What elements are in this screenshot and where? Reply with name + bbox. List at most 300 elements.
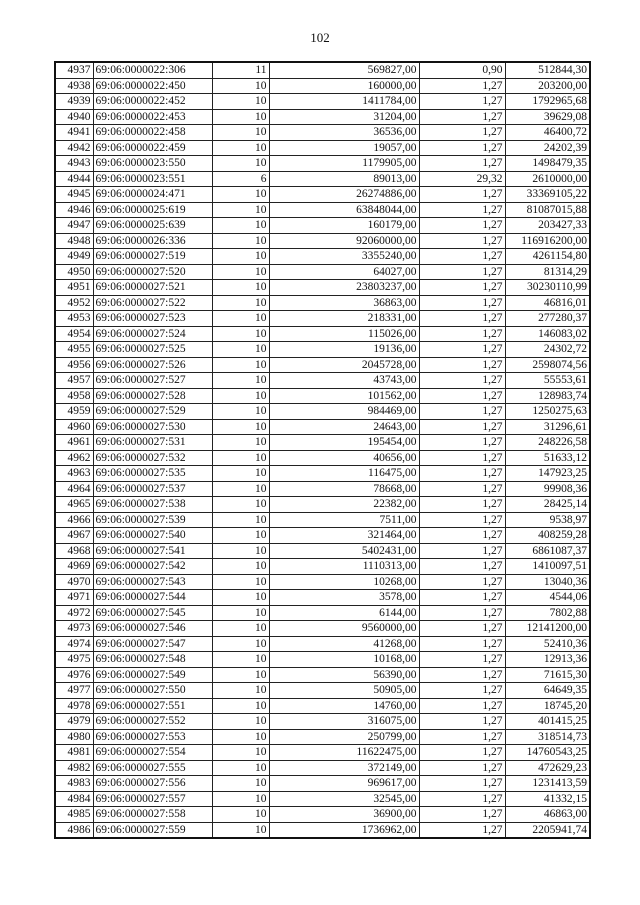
total-cell: 24202,39 <box>505 140 590 156</box>
table-row <box>55 264 590 280</box>
cadastral-number-cell: 69:06:0000027:543 <box>93 574 212 590</box>
total-cell: 1410097,51 <box>505 559 590 575</box>
value-cell: 321464,00 <box>269 528 419 544</box>
total-cell: 28425,14 <box>505 497 590 513</box>
cadastral-number-cell: 69:06:0000027:548 <box>93 652 212 668</box>
row-number-cell: 4949 <box>55 249 93 265</box>
value-cell: 3578,00 <box>269 590 419 606</box>
category-cell: 10 <box>212 78 269 94</box>
value-cell: 63848044,00 <box>269 202 419 218</box>
value-cell: 1179905,00 <box>269 156 419 172</box>
total-cell: 46816,01 <box>505 295 590 311</box>
coefficient-cell: 1,27 <box>419 497 505 513</box>
category-cell: 10 <box>212 497 269 513</box>
value-cell: 6144,00 <box>269 605 419 621</box>
cadastral-number-cell: 69:06:0000027:554 <box>93 745 212 761</box>
category-cell: 10 <box>212 652 269 668</box>
coefficient-cell: 1,27 <box>419 342 505 358</box>
coefficient-cell: 1,27 <box>419 574 505 590</box>
value-cell: 984469,00 <box>269 404 419 420</box>
cadastral-number-cell: 69:06:0000027:539 <box>93 512 212 528</box>
cadastral-number-cell: 69:06:0000024:471 <box>93 187 212 203</box>
coefficient-cell: 1,27 <box>419 109 505 125</box>
table-row <box>55 466 590 482</box>
value-cell: 89013,00 <box>269 171 419 187</box>
cadastral-number-cell: 69:06:0000027:522 <box>93 295 212 311</box>
row-number-cell: 4951 <box>55 280 93 296</box>
coefficient-cell: 1,27 <box>419 621 505 637</box>
value-cell: 19136,00 <box>269 342 419 358</box>
category-cell: 10 <box>212 760 269 776</box>
category-cell: 10 <box>212 683 269 699</box>
total-cell: 13040,36 <box>505 574 590 590</box>
table-row <box>55 125 590 141</box>
value-cell: 116475,00 <box>269 466 419 482</box>
coefficient-cell: 1,27 <box>419 249 505 265</box>
coefficient-cell: 1,27 <box>419 388 505 404</box>
value-cell: 32545,00 <box>269 791 419 807</box>
coefficient-cell: 1,27 <box>419 78 505 94</box>
value-cell: 78668,00 <box>269 481 419 497</box>
category-cell: 10 <box>212 714 269 730</box>
row-number-cell: 4952 <box>55 295 93 311</box>
row-number-cell: 4969 <box>55 559 93 575</box>
coefficient-cell: 29,32 <box>419 171 505 187</box>
cadastral-number-cell: 69:06:0000027:542 <box>93 559 212 575</box>
row-number-cell: 4970 <box>55 574 93 590</box>
total-cell: 128983,74 <box>505 388 590 404</box>
row-number-cell: 4944 <box>55 171 93 187</box>
cadastral-number-cell: 69:06:0000022:452 <box>93 94 212 110</box>
category-cell: 10 <box>212 435 269 451</box>
total-cell: 2610000,00 <box>505 171 590 187</box>
cadastral-number-cell: 69:06:0000027:537 <box>93 481 212 497</box>
category-cell: 10 <box>212 311 269 327</box>
table-row <box>55 497 590 513</box>
value-cell: 23803237,00 <box>269 280 419 296</box>
table-row <box>55 512 590 528</box>
total-cell: 12141200,00 <box>505 621 590 637</box>
value-cell: 5402431,00 <box>269 543 419 559</box>
row-number-cell: 4972 <box>55 605 93 621</box>
coefficient-cell: 1,27 <box>419 512 505 528</box>
row-number-cell: 4957 <box>55 373 93 389</box>
value-cell: 1411784,00 <box>269 94 419 110</box>
table-row <box>55 621 590 637</box>
table-row <box>55 683 590 699</box>
coefficient-cell: 1,27 <box>419 435 505 451</box>
coefficient-cell: 1,27 <box>419 791 505 807</box>
value-cell: 36863,00 <box>269 295 419 311</box>
cadastral-number-cell: 69:06:0000025:619 <box>93 202 212 218</box>
row-number-cell: 4943 <box>55 156 93 172</box>
category-cell: 10 <box>212 729 269 745</box>
row-number-cell: 4986 <box>55 822 93 838</box>
value-cell: 2045728,00 <box>269 357 419 373</box>
cadastral-number-cell: 69:06:0000027:519 <box>93 249 212 265</box>
row-number-cell: 4974 <box>55 636 93 652</box>
total-cell: 7802,88 <box>505 605 590 621</box>
row-number-cell: 4960 <box>55 419 93 435</box>
row-number-cell: 4982 <box>55 760 93 776</box>
category-cell: 10 <box>212 357 269 373</box>
cadastral-number-cell: 69:06:0000027:552 <box>93 714 212 730</box>
row-number-cell: 4965 <box>55 497 93 513</box>
cadastral-number-cell: 69:06:0000027:530 <box>93 419 212 435</box>
total-cell: 512844,30 <box>505 62 590 78</box>
cadastral-number-cell: 69:06:0000027:527 <box>93 373 212 389</box>
row-number-cell: 4942 <box>55 140 93 156</box>
table-row <box>55 388 590 404</box>
value-cell: 43743,00 <box>269 373 419 389</box>
total-cell: 31296,61 <box>505 419 590 435</box>
table-row <box>55 698 590 714</box>
row-number-cell: 4979 <box>55 714 93 730</box>
total-cell: 46400,72 <box>505 125 590 141</box>
cadastral-number-cell: 69:06:0000027:529 <box>93 404 212 420</box>
coefficient-cell: 1,27 <box>419 295 505 311</box>
category-cell: 10 <box>212 605 269 621</box>
cadastral-number-cell: 69:06:0000025:639 <box>93 218 212 234</box>
table-row <box>55 667 590 683</box>
row-number-cell: 4953 <box>55 311 93 327</box>
table-row <box>55 574 590 590</box>
coefficient-cell: 1,27 <box>419 667 505 683</box>
table-row <box>55 528 590 544</box>
category-cell: 10 <box>212 636 269 652</box>
value-cell: 969617,00 <box>269 776 419 792</box>
cadastral-number-cell: 69:06:0000027:549 <box>93 667 212 683</box>
category-cell: 10 <box>212 233 269 249</box>
total-cell: 147923,25 <box>505 466 590 482</box>
table-row <box>55 435 590 451</box>
table-row <box>55 450 590 466</box>
value-cell: 10268,00 <box>269 574 419 590</box>
total-cell: 1231413,59 <box>505 776 590 792</box>
cadastral-number-cell: 69:06:0000027:545 <box>93 605 212 621</box>
value-cell: 160179,00 <box>269 218 419 234</box>
table-row <box>55 140 590 156</box>
row-number-cell: 4962 <box>55 450 93 466</box>
category-cell: 10 <box>212 342 269 358</box>
value-cell: 10168,00 <box>269 652 419 668</box>
table-row <box>55 559 590 575</box>
category-cell: 10 <box>212 295 269 311</box>
row-number-cell: 4975 <box>55 652 93 668</box>
coefficient-cell: 1,27 <box>419 373 505 389</box>
row-number-cell: 4980 <box>55 729 93 745</box>
cadastral-number-cell: 69:06:0000026:336 <box>93 233 212 249</box>
total-cell: 401415,25 <box>505 714 590 730</box>
total-cell: 6861087,37 <box>505 543 590 559</box>
total-cell: 116916200,00 <box>505 233 590 249</box>
value-cell: 24643,00 <box>269 419 419 435</box>
category-cell: 10 <box>212 807 269 823</box>
category-cell: 10 <box>212 776 269 792</box>
cadastral-number-cell: 69:06:0000027:541 <box>93 543 212 559</box>
table-row <box>55 171 590 187</box>
value-cell: 7511,00 <box>269 512 419 528</box>
table-row <box>55 481 590 497</box>
coefficient-cell: 1,27 <box>419 698 505 714</box>
table-row <box>55 109 590 125</box>
coefficient-cell: 1,27 <box>419 528 505 544</box>
coefficient-cell: 1,27 <box>419 233 505 249</box>
cadastral-number-cell: 69:06:0000027:521 <box>93 280 212 296</box>
cadastral-number-cell: 69:06:0000027:540 <box>93 528 212 544</box>
row-number-cell: 4959 <box>55 404 93 420</box>
row-number-cell: 4978 <box>55 698 93 714</box>
table-row <box>55 62 590 78</box>
category-cell: 10 <box>212 466 269 482</box>
coefficient-cell: 1,27 <box>419 357 505 373</box>
total-cell: 30230110,99 <box>505 280 590 296</box>
row-number-cell: 4937 <box>55 62 93 78</box>
coefficient-cell: 1,27 <box>419 822 505 838</box>
value-cell: 31204,00 <box>269 109 419 125</box>
value-cell: 3355240,00 <box>269 249 419 265</box>
coefficient-cell: 1,27 <box>419 419 505 435</box>
table-row <box>55 419 590 435</box>
value-cell: 218331,00 <box>269 311 419 327</box>
total-cell: 51633,12 <box>505 450 590 466</box>
total-cell: 4261154,80 <box>505 249 590 265</box>
category-cell: 10 <box>212 791 269 807</box>
total-cell: 18745,20 <box>505 698 590 714</box>
cadastral-number-cell: 69:06:0000027:526 <box>93 357 212 373</box>
coefficient-cell: 1,27 <box>419 187 505 203</box>
coefficient-cell: 1,27 <box>419 264 505 280</box>
table-row <box>55 745 590 761</box>
total-cell: 2598074,56 <box>505 357 590 373</box>
total-cell: 203200,00 <box>505 78 590 94</box>
coefficient-cell: 1,27 <box>419 125 505 141</box>
value-cell: 569827,00 <box>269 62 419 78</box>
table-body <box>55 62 590 838</box>
cadastral-number-cell: 69:06:0000023:551 <box>93 171 212 187</box>
category-cell: 10 <box>212 388 269 404</box>
coefficient-cell: 1,27 <box>419 481 505 497</box>
table-row <box>55 295 590 311</box>
table-row <box>55 729 590 745</box>
coefficient-cell: 1,27 <box>419 636 505 652</box>
total-cell: 146083,02 <box>505 326 590 342</box>
value-cell: 50905,00 <box>269 683 419 699</box>
category-cell: 10 <box>212 202 269 218</box>
row-number-cell: 4940 <box>55 109 93 125</box>
category-cell: 10 <box>212 667 269 683</box>
cadastral-number-cell: 69:06:0000027:550 <box>93 683 212 699</box>
row-number-cell: 4967 <box>55 528 93 544</box>
value-cell: 1736962,00 <box>269 822 419 838</box>
cadastral-number-cell: 69:06:0000027:546 <box>93 621 212 637</box>
coefficient-cell: 1,27 <box>419 714 505 730</box>
row-number-cell: 4946 <box>55 202 93 218</box>
cadastral-number-cell: 69:06:0000027:556 <box>93 776 212 792</box>
value-cell: 19057,00 <box>269 140 419 156</box>
cadastral-number-cell: 69:06:0000027:525 <box>93 342 212 358</box>
row-number-cell: 4950 <box>55 264 93 280</box>
category-cell: 10 <box>212 621 269 637</box>
total-cell: 1498479,35 <box>505 156 590 172</box>
category-cell: 10 <box>212 822 269 838</box>
value-cell: 36900,00 <box>269 807 419 823</box>
total-cell: 248226,58 <box>505 435 590 451</box>
value-cell: 41268,00 <box>269 636 419 652</box>
category-cell: 10 <box>212 373 269 389</box>
row-number-cell: 4973 <box>55 621 93 637</box>
cadastral-number-cell: 69:06:0000022:453 <box>93 109 212 125</box>
table-row <box>55 590 590 606</box>
total-cell: 81087015,88 <box>505 202 590 218</box>
row-number-cell: 4971 <box>55 590 93 606</box>
coefficient-cell: 1,27 <box>419 280 505 296</box>
cadastral-number-cell: 69:06:0000027:520 <box>93 264 212 280</box>
value-cell: 14760,00 <box>269 698 419 714</box>
table-row <box>55 311 590 327</box>
row-number-cell: 4956 <box>55 357 93 373</box>
total-cell: 55553,61 <box>505 373 590 389</box>
table-row <box>55 543 590 559</box>
category-cell: 11 <box>212 62 269 78</box>
category-cell: 10 <box>212 125 269 141</box>
table-row <box>55 760 590 776</box>
coefficient-cell: 1,27 <box>419 760 505 776</box>
coefficient-cell: 1,27 <box>419 404 505 420</box>
coefficient-cell: 1,27 <box>419 745 505 761</box>
coefficient-cell: 1,27 <box>419 311 505 327</box>
coefficient-cell: 1,27 <box>419 94 505 110</box>
category-cell: 10 <box>212 543 269 559</box>
table-row <box>55 218 590 234</box>
value-cell: 92060000,00 <box>269 233 419 249</box>
category-cell: 6 <box>212 171 269 187</box>
category-cell: 10 <box>212 481 269 497</box>
cadastral-number-cell: 69:06:0000022:450 <box>93 78 212 94</box>
total-cell: 64649,35 <box>505 683 590 699</box>
total-cell: 9538,97 <box>505 512 590 528</box>
table-row <box>55 187 590 203</box>
cadastral-number-cell: 69:06:0000027:558 <box>93 807 212 823</box>
value-cell: 40656,00 <box>269 450 419 466</box>
row-number-cell: 4954 <box>55 326 93 342</box>
value-cell: 160000,00 <box>269 78 419 94</box>
table-row <box>55 822 590 838</box>
value-cell: 250799,00 <box>269 729 419 745</box>
coefficient-cell: 0,90 <box>419 62 505 78</box>
coefficient-cell: 1,27 <box>419 156 505 172</box>
coefficient-cell: 1,27 <box>419 450 505 466</box>
category-cell: 10 <box>212 450 269 466</box>
cadastral-number-cell: 69:06:0000022:458 <box>93 125 212 141</box>
table-row <box>55 249 590 265</box>
cadastral-number-cell: 69:06:0000027:553 <box>93 729 212 745</box>
value-cell: 64027,00 <box>269 264 419 280</box>
cadastral-number-cell: 69:06:0000027:547 <box>93 636 212 652</box>
table-row <box>55 357 590 373</box>
total-cell: 81314,29 <box>505 264 590 280</box>
row-number-cell: 4976 <box>55 667 93 683</box>
cadastral-number-cell: 69:06:0000027:538 <box>93 497 212 513</box>
total-cell: 14760543,25 <box>505 745 590 761</box>
table-row <box>55 652 590 668</box>
value-cell: 195454,00 <box>269 435 419 451</box>
value-cell: 372149,00 <box>269 760 419 776</box>
table-row <box>55 94 590 110</box>
total-cell: 1792965,68 <box>505 94 590 110</box>
total-cell: 71615,30 <box>505 667 590 683</box>
row-number-cell: 4985 <box>55 807 93 823</box>
row-number-cell: 4947 <box>55 218 93 234</box>
table-row <box>55 233 590 249</box>
cadastral-number-cell: 69:06:0000027:555 <box>93 760 212 776</box>
total-cell: 99908,36 <box>505 481 590 497</box>
table-row <box>55 326 590 342</box>
cadastral-number-cell: 69:06:0000027:524 <box>93 326 212 342</box>
coefficient-cell: 1,27 <box>419 543 505 559</box>
total-cell: 318514,73 <box>505 729 590 745</box>
coefficient-cell: 1,27 <box>419 202 505 218</box>
cadastral-number-cell: 69:06:0000027:531 <box>93 435 212 451</box>
total-cell: 408259,28 <box>505 528 590 544</box>
value-cell: 1110313,00 <box>269 559 419 575</box>
row-number-cell: 4981 <box>55 745 93 761</box>
cadastral-number-cell: 69:06:0000027:523 <box>93 311 212 327</box>
total-cell: 33369105,22 <box>505 187 590 203</box>
value-cell: 26274886,00 <box>269 187 419 203</box>
total-cell: 4544,06 <box>505 590 590 606</box>
coefficient-cell: 1,27 <box>419 807 505 823</box>
coefficient-cell: 1,27 <box>419 466 505 482</box>
coefficient-cell: 1,27 <box>419 729 505 745</box>
coefficient-cell: 1,27 <box>419 683 505 699</box>
row-number-cell: 4939 <box>55 94 93 110</box>
cadastral-value-table <box>54 61 591 839</box>
value-cell: 9560000,00 <box>269 621 419 637</box>
row-number-cell: 4955 <box>55 342 93 358</box>
total-cell: 39629,08 <box>505 109 590 125</box>
cadastral-number-cell: 69:06:0000022:459 <box>93 140 212 156</box>
category-cell: 10 <box>212 745 269 761</box>
row-number-cell: 4963 <box>55 466 93 482</box>
total-cell: 277280,37 <box>505 311 590 327</box>
value-cell: 56390,00 <box>269 667 419 683</box>
category-cell: 10 <box>212 512 269 528</box>
table-row <box>55 636 590 652</box>
page-number: 102 <box>310 30 330 45</box>
coefficient-cell: 1,27 <box>419 776 505 792</box>
row-number-cell: 4958 <box>55 388 93 404</box>
cadastral-number-cell: 69:06:0000022:306 <box>93 62 212 78</box>
total-cell: 12913,36 <box>505 652 590 668</box>
value-cell: 36536,00 <box>269 125 419 141</box>
coefficient-cell: 1,27 <box>419 590 505 606</box>
row-number-cell: 4961 <box>55 435 93 451</box>
total-cell: 24302,72 <box>505 342 590 358</box>
category-cell: 10 <box>212 264 269 280</box>
category-cell: 10 <box>212 559 269 575</box>
category-cell: 10 <box>212 326 269 342</box>
table-row <box>55 78 590 94</box>
row-number-cell: 4964 <box>55 481 93 497</box>
cadastral-number-cell: 69:06:0000023:550 <box>93 156 212 172</box>
category-cell: 10 <box>212 528 269 544</box>
category-cell: 10 <box>212 94 269 110</box>
category-cell: 10 <box>212 590 269 606</box>
row-number-cell: 4983 <box>55 776 93 792</box>
category-cell: 10 <box>212 574 269 590</box>
coefficient-cell: 1,27 <box>419 326 505 342</box>
